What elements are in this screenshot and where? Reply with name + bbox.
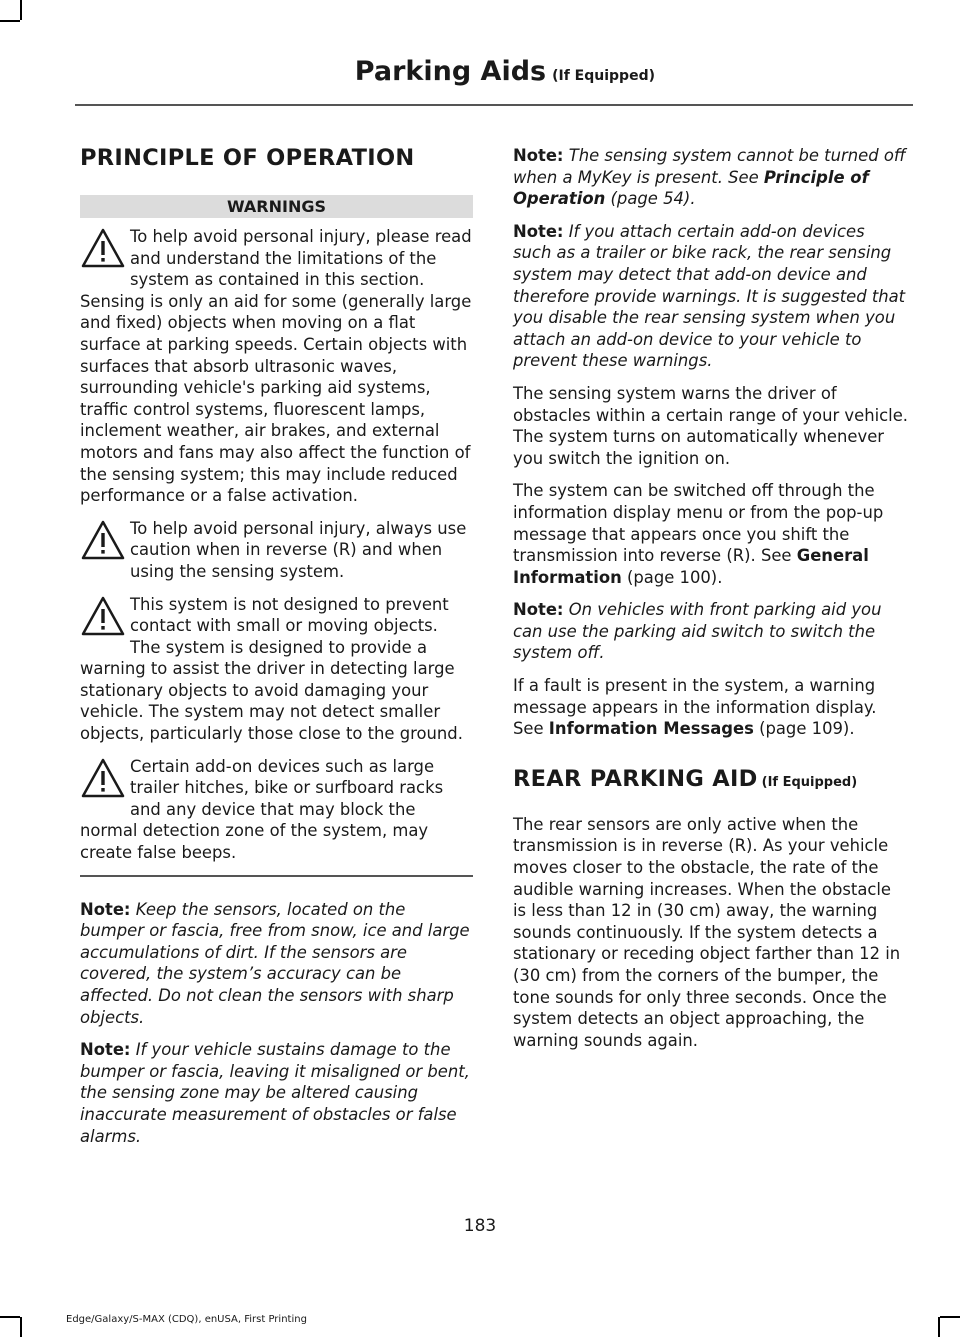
header-rule <box>75 104 913 106</box>
crop-mark <box>20 1317 22 1337</box>
page-header-title <box>355 56 655 87</box>
warning-text: To help avoid personal injury, please read and understand the limitations of the system as contained in this section. Sensing is only an aid for some (generally large and fixed) objects when moving on a flat surface at parking speeds. Certain objects with surfaces that absorb ultrasonic waves, surrounding vehicle's parking aid systems, traffic control systems, fluorescent lamps, inclement weather, air brakes, and external motors and fans may also affect the function of the sensing system; this may include reduced performance or a false activation. <box>80 227 472 506</box>
note-paragraph <box>513 599 908 664</box>
warning-item <box>80 594 473 745</box>
warning-triangle-icon <box>80 226 126 272</box>
warnings-heading: WARNINGS <box>80 195 473 218</box>
note-label: Note: <box>80 1040 131 1060</box>
warning-text: Certain add-on devices such as large trailer hitches, bike or surfboard racks and any device that may block the normal detection zone of the system, may create false beeps. <box>80 756 444 863</box>
page-reference: (page 109). <box>759 719 855 739</box>
body-text: If a fault is present in the system, a warning message appears in the information display. See <box>513 676 877 739</box>
warning-triangle-icon <box>80 518 126 564</box>
note-text: Keep the sensors, located on the bumper or fascia, free from snow, ice and large accumulations of dirt. If the sensors are covered, the system’s accuracy can be affected. Do not clean the sensors with sharp objects. <box>80 899 470 1027</box>
section-title <box>513 766 908 792</box>
cross-reference-link[interactable]: Principle of Operation <box>513 167 869 209</box>
cross-reference-link[interactable]: General Information <box>513 546 869 587</box>
crop-mark <box>940 1316 960 1318</box>
body-paragraph <box>513 480 908 588</box>
page-reference: (page 54). <box>610 189 696 209</box>
warning-text: To help avoid personal injury, always use caution when in reverse (R) and when using the sensing system. <box>130 518 467 581</box>
right-column <box>513 145 908 1062</box>
warning-triangle-icon <box>80 756 126 802</box>
body-text: The system can be switched off through the information display menu or from the pop-up message that appears once you shift the transmission into reverse (R). See <box>513 481 884 566</box>
body-paragraph: The rear sensors are only active when the transmission is in reverse (R). As your vehicle moves closer to the obstacle, the rate of the audible warning increases. When the obstacle is less than 12 in (30 cm) away, the warning sounds continuously. If the system detects a stationary or receding object farther than 12 in (30 cm) from the corners of the bumper, the tone sounds for only three seconds. Once the system detects an object approaching, the warning sounds again. <box>513 814 901 1050</box>
crop-mark <box>0 1316 20 1318</box>
page-number: 183 <box>463 1216 497 1236</box>
cross-reference-link[interactable]: Information Messages <box>548 719 754 739</box>
section-title: PRINCIPLE OF OPERATION <box>80 145 415 171</box>
note-paragraph <box>80 899 473 1029</box>
warnings-end-rule <box>80 875 473 877</box>
page-reference: (page 100). <box>626 567 723 587</box>
crop-mark <box>0 20 20 22</box>
warning-item <box>80 226 473 507</box>
note-label: Note: <box>80 899 131 919</box>
note-text: The sensing system cannot be turned off when a MyKey is present. See <box>513 146 906 187</box>
note-text: On vehicles with front parking aid you can use the parking aid switch to switch the system off. <box>513 600 882 663</box>
body-paragraph: The sensing system warns the driver of obstacles within a certain range of your vehicle. The system turns on automatically whenever you switch the ignition on. <box>513 383 909 468</box>
section-title-text: REAR PARKING AID <box>513 765 758 792</box>
left-column <box>80 145 473 1158</box>
warning-text: This system is not designed to prevent contact with small or moving objects. The system is designed to provide a warning to assist the driver in detecting large stationary objects to avoid damaging your vehicle. The system may not detect smaller objects, particularly those close to the ground. <box>80 594 463 744</box>
note-label: Note: <box>513 146 564 165</box>
note-paragraph <box>513 145 908 210</box>
crop-mark <box>938 1317 940 1337</box>
note-label: Note: <box>513 221 564 241</box>
note-text: If you attach certain add-on devices such as a trailer or bike rack, the rear sensing system may detect that add-on device and therefore provide warnings. It is suggested that you disable the rear sensing system when you attach an add-on device to your vehicle to prevent these warnings. <box>513 221 906 371</box>
warning-item <box>80 518 473 583</box>
note-paragraph <box>513 221 908 372</box>
warning-item <box>80 756 473 864</box>
header-title-suffix: (If Equipped) <box>552 68 655 84</box>
header-title-text: Parking Aids <box>354 56 547 87</box>
warning-triangle-icon <box>80 594 126 640</box>
note-label: Note: <box>513 600 564 620</box>
note-text: If your vehicle sustains damage to the bumper or fascia, leaving it misaligned or bent, the sensing zone may be altered causing inaccurate measurement of obstacles or false alarms. <box>80 1040 470 1146</box>
section-title-suffix: (If Equipped) <box>761 774 858 790</box>
note-paragraph <box>80 1039 473 1147</box>
crop-mark <box>20 0 22 20</box>
body-paragraph <box>513 675 908 740</box>
footer-edition: Edge/Galaxy/S-MAX (CDQ), enUSA, First Printing <box>66 1314 307 1325</box>
